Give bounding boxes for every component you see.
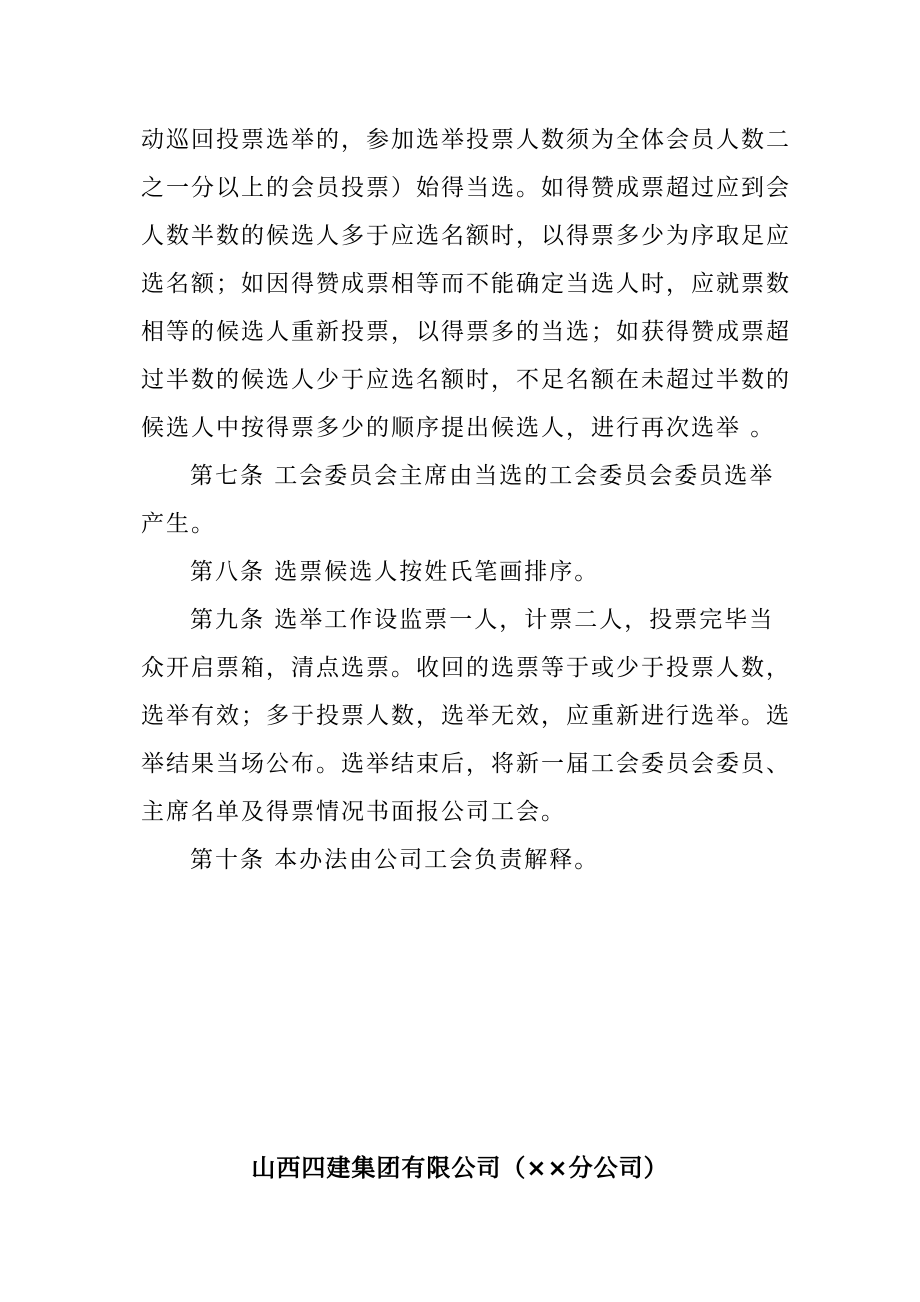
article-9-line: 第九条 选举工作设监票一人，计票二人，投票完毕当 — [190, 607, 775, 633]
text-line: 选名额；如因得赞成票相等而不能确定当选人时，应就票数 — [141, 271, 791, 297]
article-10-line: 第十条 本办法由公司工会负责解释。 — [190, 847, 600, 873]
company-name-footer: 山西四建集团有限公司（××分公司） — [251, 1154, 669, 1182]
text-line: 人数半数的候选人多于应选名额时，以得票多少为序取足应 — [141, 223, 791, 249]
text-line: 过半数的候选人少于应选名额时，不足名额在未超过半数的 — [141, 367, 791, 393]
text-line: 产生。 — [141, 511, 216, 537]
text-line: 候选人中按得票多少的顺序提出候选人，进行再次选举 。 — [141, 415, 776, 441]
text-line: 众开启票箱，清点选票。收回的选票等于或少于投票人数， — [141, 655, 791, 681]
text-line: 动巡回投票选举的，参加选举投票人数须为全体会员人数二 — [141, 127, 791, 153]
text-line: 选举有效；多于投票人数，选举无效，应重新进行选举。选 — [141, 703, 791, 729]
text-line: 主席名单及得票情况书面报公司工会。 — [141, 799, 566, 825]
article-7-line: 第七条 工会委员会主席由当选的工会委员会委员选举 — [190, 463, 775, 489]
text-line: 举结果当场公布。选举结束后，将新一届工会委员会委员、 — [141, 751, 791, 777]
document-body — [141, 116, 791, 884]
text-line: 相等的候选人重新投票，以得票多的当选；如获得赞成票超 — [141, 319, 791, 345]
text-line: 之一分以上的会员投票）始得当选。如得赞成票超过应到会 — [141, 175, 791, 201]
article-8-line: 第八条 选票候选人按姓氏笔画排序。 — [190, 559, 600, 585]
